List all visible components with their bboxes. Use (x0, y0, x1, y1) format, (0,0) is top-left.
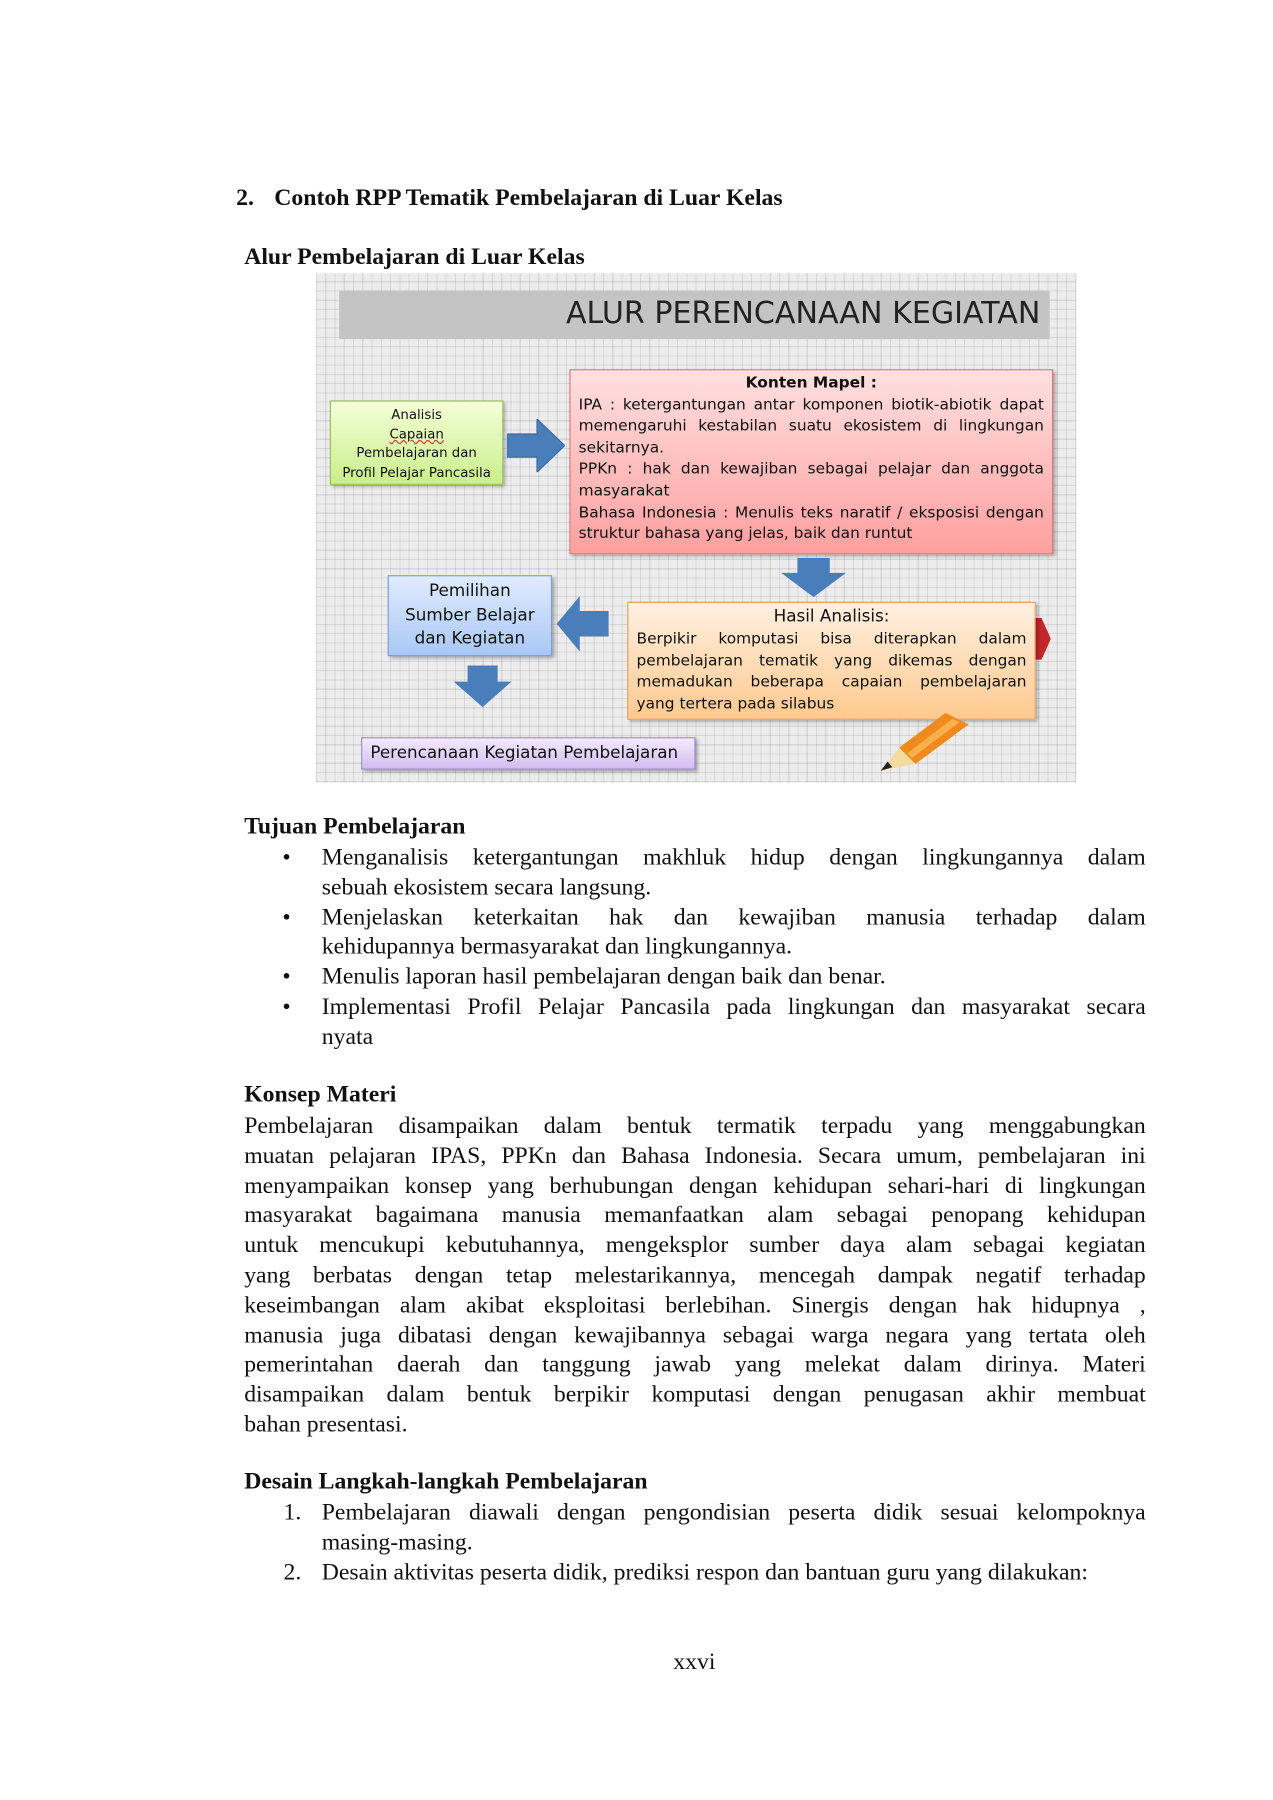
diagram-title: ALUR PERENCANAAN KEGIATAN (565, 296, 1041, 331)
arrow-left-icon (557, 596, 609, 652)
line: Pembelajaran disampaikan dalam bentuk termatik terpadu yang menggabungkan (244, 1113, 1146, 1139)
konsep-heading: Konsep Materi (244, 1082, 397, 1108)
bullet: • (282, 904, 291, 930)
arrow-down-icon (781, 558, 846, 597)
pemilihan-line: Sumber Belajar (405, 605, 535, 625)
konsep-paragraph (244, 1112, 1146, 1440)
section-number: 2. (236, 185, 254, 211)
konten-ppkn: PPKn : hak dan kewajiban sebagai pelajar dan anggota masyarakat (578, 461, 1044, 500)
list-item (282, 844, 1145, 904)
line: Menganalisis ketergantungan makhluk hidup dengan lingkungannya dalam (321, 844, 1146, 871)
tujuan-list (282, 844, 1145, 1053)
pencil-icon (876, 713, 980, 777)
line: muatan pelajaran IPAS, PPKn dan Bahasa Indonesia. Secara umum, pembelajaran ini (244, 1143, 1146, 1169)
analisis-line: Analisis (391, 406, 442, 423)
line: masyarakat bagaimana manusia memanfaatkan alam sebagai penopang kehidupan (244, 1202, 1146, 1229)
hasil-analisis-box (627, 602, 1036, 720)
alur-heading: Alur Pembelajaran di Luar Kelas (244, 244, 585, 270)
line: Desain aktivitas peserta didik, prediksi respon dan bantuan guru yang dilakukan: (321, 1559, 1088, 1586)
line: manusia juga dibatasi dengan kewajibannya sebagai warga negara yang tertata oleh (244, 1322, 1146, 1348)
tujuan-heading: Tujuan Pembelajaran (244, 813, 466, 840)
item-number: 2. (283, 1559, 302, 1586)
hasil-title: Hasil Analisis: (773, 607, 890, 627)
list-item (282, 903, 1145, 963)
pemilihan-line: Pemilihan (428, 582, 511, 601)
desain-list (282, 1499, 1157, 1589)
bullet: • (282, 844, 291, 871)
line: keseimbangan alam akibat eksploitasi berlebihan. Sinergis dengan hak hidupnya , (244, 1292, 1146, 1318)
line: Menulis laporan hasil pembelajaran dengan baik dan benar. (321, 964, 886, 990)
list-item (282, 963, 1145, 993)
page-number: xxvi (673, 1649, 716, 1675)
bullet: • (282, 964, 291, 990)
line: disampaikan dalam bentuk berpikir komputasi dengan penugasan akhir membuat (244, 1382, 1146, 1408)
line: menyampaikan konsep yang berhubungan dengan kehidupan sehari-hari di lingkungan (244, 1173, 1146, 1199)
diagram-title-bar (339, 290, 1050, 339)
arrow-right-icon (507, 419, 565, 472)
konten-mapel-box (569, 369, 1053, 554)
pemilihan-box (388, 575, 552, 656)
line: yang berbatas dengan tetap melestarikannya, mencegah dampak negatif terhadap (244, 1262, 1146, 1289)
line: nyata (321, 1023, 374, 1050)
konten-title: Konten Mapel : (745, 374, 877, 393)
bullet: • (282, 994, 291, 1020)
konten-bi: Bahasa Indonesia : Menulis teks naratif / eksposisi dengan struktur bahasa yang jelas, baik dan runtut (578, 504, 1044, 543)
line: untuk mencukupi kebutuhannya, mengeksplor sumber daya alam sebagai kegiatan (244, 1232, 1146, 1259)
line: Menjelaskan keterkaitan hak dan kewajiban manusia terhadap dalam (321, 904, 1146, 930)
line: Pembelajaran diawali dengan pengondisian peserta didik sesuai kelompoknya (321, 1499, 1146, 1526)
line: masing-masing. (321, 1529, 473, 1556)
line: pemerintahan daerah dan tanggung jawab yang melekat dalam dirinya. Materi (244, 1352, 1146, 1378)
item-number: 1. (283, 1499, 302, 1526)
line: kehidupannya bermasyarakat dan lingkungannya. (321, 934, 793, 960)
arrow-down-icon (454, 665, 512, 707)
analisis-box (330, 400, 504, 484)
list-item (282, 1558, 1157, 1588)
hasil-text: Berpikir komputasi bisa diterapkan dalam pembelajaran tematik yang dikemas dengan memadukan beberapa capaian pembelajaran yang tertera pada silabus (636, 630, 1027, 713)
pemilihan-line: dan Kegiatan (414, 629, 526, 649)
line: Implementasi Profil Pelajar Pancasila pada lingkungan dan masyarakat secara (321, 994, 1146, 1020)
desain-heading: Desain Langkah-langkah Pembelajaran (244, 1468, 648, 1495)
konten-ipa: IPA : ketergantungan antar komponen biotik-abiotik dapat memengaruhi kestabilan suatu ekosistem di lingkungan sekitarnya. (578, 396, 1044, 457)
analisis-line: Capaian (389, 425, 444, 442)
section-title: Contoh RPP Tematik Pembelajaran di Luar Kelas (274, 185, 783, 211)
list-item (282, 993, 1145, 1053)
perencanaan-box: Perencanaan Kegiatan Pembelajaran (361, 737, 695, 769)
analisis-line: Profil Pelajar Pancasila (342, 463, 491, 480)
flow-diagram-image (316, 273, 1076, 782)
line: sebuah ekosistem secara langsung. (321, 874, 652, 901)
list-item (282, 1499, 1145, 1559)
analisis-line: Pembelajaran dan (356, 444, 477, 461)
line: bahan presentasi. (244, 1411, 408, 1438)
